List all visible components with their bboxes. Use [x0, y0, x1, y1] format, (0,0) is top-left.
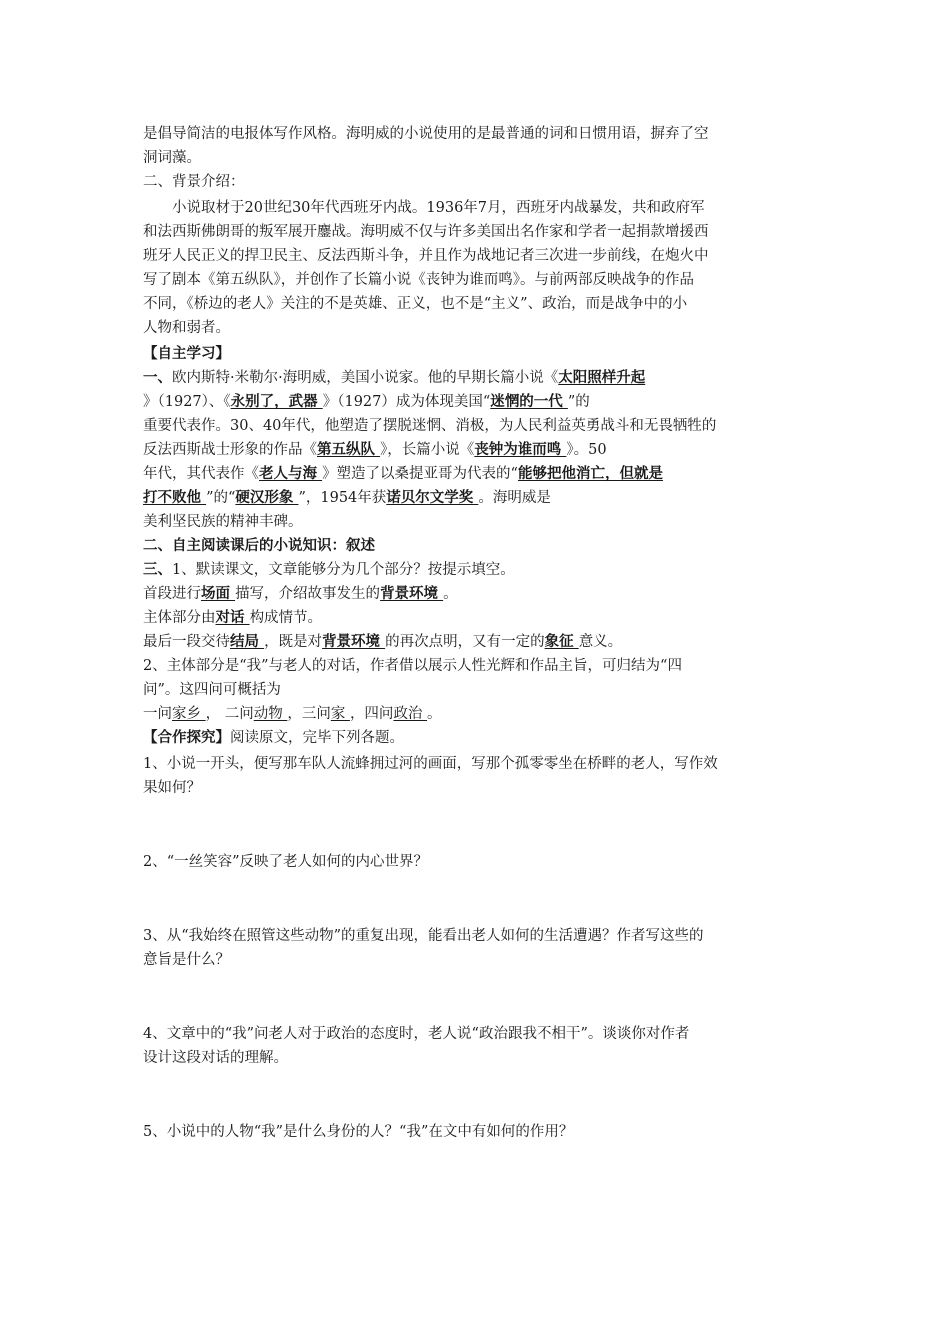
fill-blank-answer: 丧钟为谁而鸣 [474, 441, 567, 458]
answer-line: 主体部分由对话 构成情节。 [143, 609, 323, 626]
fill-blank-answer: 打不败他 [143, 489, 207, 506]
question-line: 4、文章中的“我”问老人对于政治的态度时，老人说“政治跟我不相干”。谈谈你对作者 [143, 1026, 690, 1042]
author-intro-line: 打不败他 ”的“硬汉形象 ”，1954年获诺贝尔文学奖 。海明威是 [143, 489, 551, 506]
intro-line: 是倡导简洁的电报体写作风格。海明威的小说使用的是最普通的词和日惯用语，摒弃了空 [143, 126, 709, 142]
coop-heading: 【合作探究】 [143, 729, 230, 746]
question-line: 问”。这四问可概括为 [143, 682, 281, 698]
coop-heading-line: 【合作探究】阅读原文，完毕下列各题。 [143, 729, 404, 746]
background-heading: 二、背景介绍： [143, 174, 245, 190]
author-intro-line: 反法西斯战士形象的作品《第五纵队 》，长篇小说《丧钟为谁而鸣 》。50 [143, 441, 607, 458]
author-intro-line: 一、欧内斯特·米勒尔·海明威，美国小说家。他的早期长篇小说《太阳照样升起 [143, 369, 646, 386]
author-intro-line: 重要代表作。30、40年代，他塑造了摆脱迷惘、消极，为人民利益英勇战斗和无畏牺牲的 [143, 418, 717, 434]
answer-line: 最后一段交待结局 ，既是对背景环境 的再次点明，又有一定的象征 意义。 [143, 633, 623, 650]
question-line: 1、小说一开头，便写那车队人流蜂拥过河的画面，写那个孤零零坐在桥畔的老人，写作效 [143, 756, 718, 772]
question-line: 3、从“我始终在照管这些动物”的重复出现，能看出老人如何的生活遭遇？作者写这些的 [143, 928, 704, 944]
fill-blank-answer: 第五纵队 [317, 441, 381, 458]
question-line: 2、主体部分是“我”与老人的对话，作者借以展示人性光辉和作品主旨，可归结为“四 [143, 658, 682, 674]
answer-line: 一问家乡 ， 二问动物 ，三问家 ，四问政治 。 [143, 706, 442, 722]
intro-line: 洞词藻。 [143, 150, 201, 166]
background-line: 和法西斯佛朗哥的叛军展开鏖战。海明威不仅与许多美国出名作家和学者一起捐款增援西 [143, 224, 709, 240]
question-line: 果如何？ [143, 780, 201, 796]
fill-blank-answer: 象征 [544, 633, 579, 650]
answer-line: 首段进行场面 描写，介绍故事发生的背景环境 。 [143, 585, 458, 602]
fill-blank-answer: 能够把他消亡，但就是 [517, 465, 663, 482]
fill-blank-answer: 硬汉形象 [235, 489, 299, 506]
fill-blank-answer: 迷惘的一代 [490, 393, 568, 410]
background-line: 小说取材于20世纪30年代西班牙内战。1936年7月，西班牙内战暴发，共和政府军 [172, 200, 705, 216]
fill-blank-answer: 结局 [230, 633, 265, 650]
author-intro-line: 》（1927）、《永别了，武器 》（1927）成为体现美国“迷惘的一代 ”的 [143, 393, 590, 410]
question-line: 设计这段对话的理解。 [143, 1050, 288, 1066]
question-line: 5、小说中的人物“我”是什么身份的人？“我”在文中有如何的作用？ [143, 1124, 574, 1140]
background-line: 人物和弱者。 [143, 320, 230, 336]
author-intro-line: 美利坚民族的精神丰碑。 [143, 514, 303, 530]
fill-blank-answer: 老人与海 [259, 465, 323, 482]
fill-blank-answer: 家 [330, 706, 350, 722]
question-line: 意旨是什么？ [143, 952, 230, 968]
fill-blank-answer: 背景环境 [380, 585, 444, 602]
question-line: 三、1、默读课文，文章能够分为几个部分？按提示填空。 [143, 561, 515, 578]
fill-blank-answer: 对话 [215, 609, 250, 626]
fill-blank-answer: 场面 [201, 585, 236, 602]
background-line: 班牙人民正义的捍卫民主、反法西斯斗争，并且作为战地记者三次进一步前线，在炮火中 [143, 248, 709, 264]
question-line: 2、“一丝笑容”反映了老人如何的内心世界？ [143, 854, 429, 870]
fill-blank-answer: 政治 [393, 706, 428, 722]
author-intro-line: 年代，其代表作《老人与海 》塑造了以桑提亚哥为代表的“能够把他消亡，但就是 [143, 465, 663, 482]
fill-blank-answer: 背景环境 [322, 633, 386, 650]
fill-blank-answer: 诺贝尔文学奖 [386, 489, 479, 506]
fill-blank-answer: 太阳照样升起 [558, 369, 646, 386]
fill-blank-answer: 动物 [253, 706, 288, 722]
background-line: 不同，《桥边的老人》关注的不是英雄、正义，也不是“主义”、政治，而是战争中的小 [143, 296, 688, 312]
section-heading: 二、自主阅读课后的小说知识：叙述 [143, 537, 375, 554]
background-line: 写了剧本《第五纵队》，并创作了长篇小说《丧钟为谁而鸣》。与前两部反映战争的作品 [143, 272, 694, 288]
fill-blank-answer: 永别了，武器 [230, 393, 323, 410]
fill-blank-answer: 家乡 [172, 706, 206, 722]
self-study-heading: 【自主学习】 [143, 345, 230, 362]
